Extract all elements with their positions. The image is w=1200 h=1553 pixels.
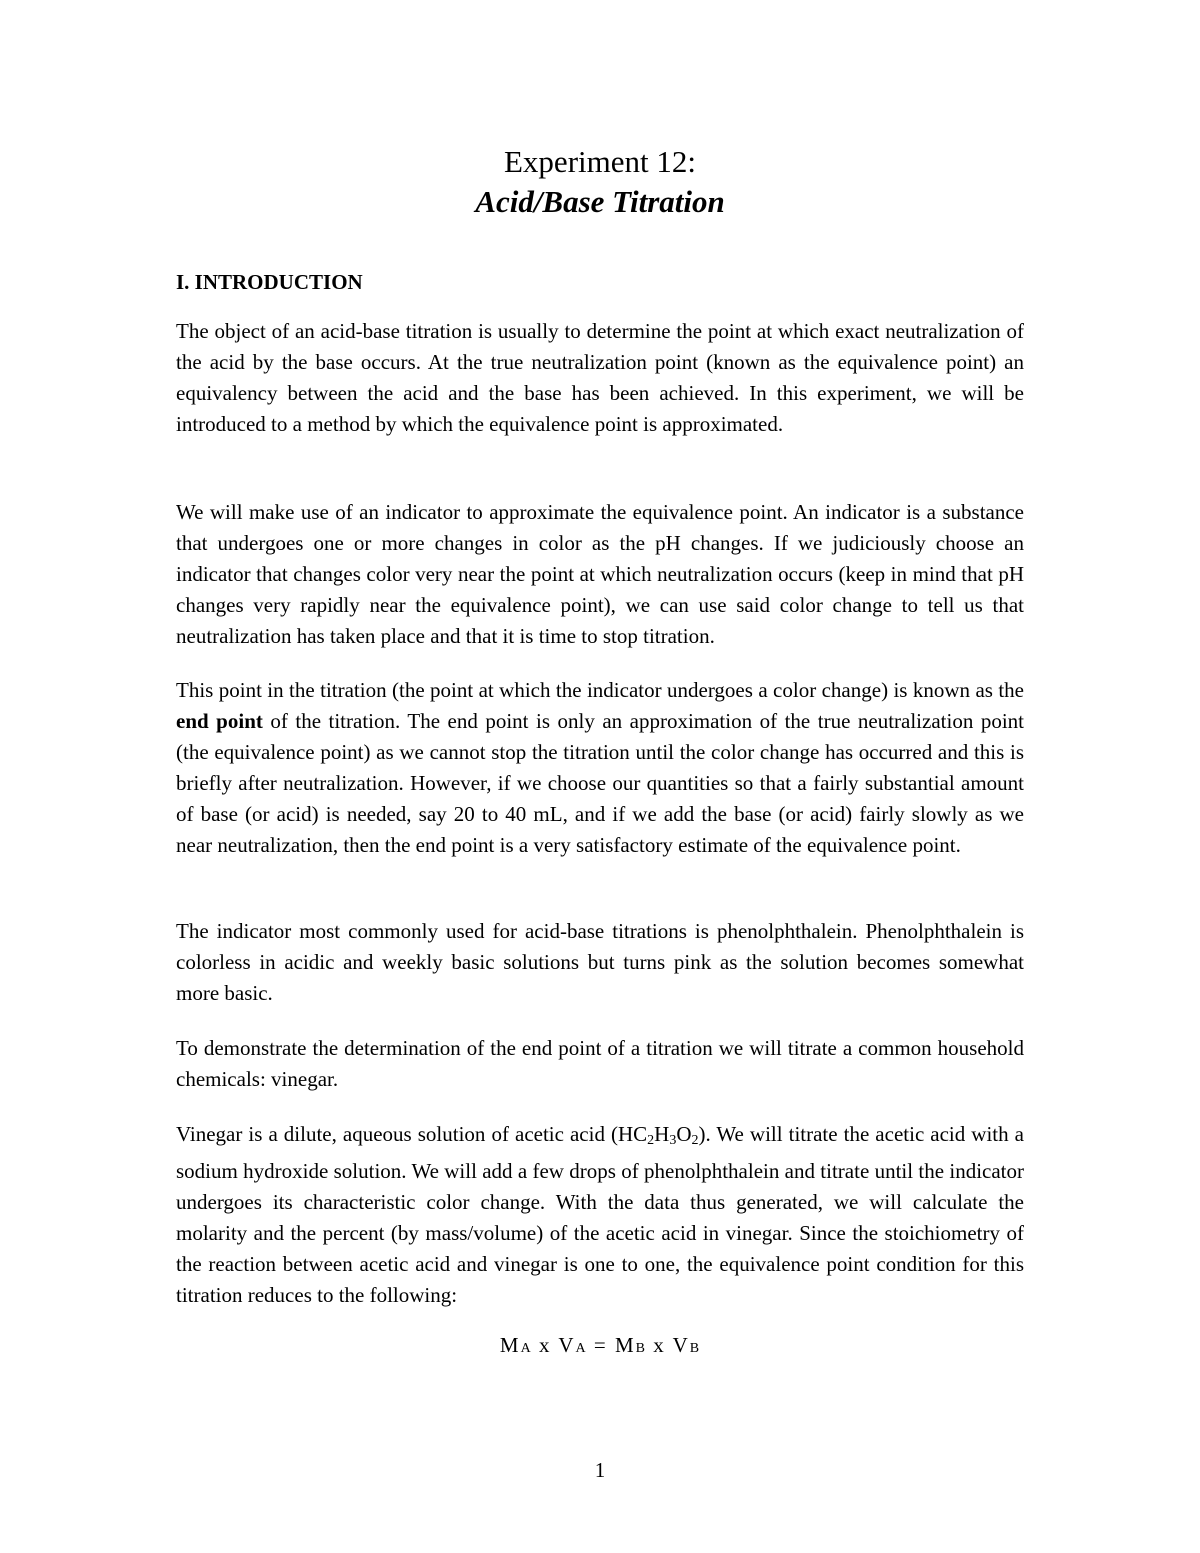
subscript: 2 [691,1133,699,1148]
end-point-term: end point [176,709,263,733]
subscript: 2 [647,1133,655,1148]
equation-symbol: M [499,1333,521,1357]
paragraph-end-point-text-before: This point in the titration (the point at which the indicator undergoes a color change) is known as the [176,678,1024,702]
formula-part: O [676,1122,692,1146]
document-subtitle: Acid/Base Titration [475,184,725,219]
equation-subscript: B [689,1341,701,1356]
equation-operator: x [531,1333,559,1357]
paragraph-indicator: We will make use of an indicator to approximate the equivalence point. An indicator is a substance that undergoes one or more changes in color as the pH changes. If we judiciously choose an indicator that changes color very near the point at which neutralization occurs (keep in mind that pH changes very rapidly near the equivalence point), we can use said color change to tell us that neutralization has taken place and that it is time to stop titration. [176,500,1024,648]
page-number: 1 [594,1458,606,1482]
equation-subscript: A [520,1341,532,1356]
paragraph-demonstration: To demonstrate the determination of the end point of a titration we will titrate a common household chemicals: vinegar. [176,1036,1024,1091]
subscript: 3 [669,1133,677,1148]
equation-subscript: A [575,1341,587,1356]
formula-part: H [654,1122,670,1146]
equation-subscript: B [635,1341,646,1356]
paragraph-vinegar-text-before: Vinegar is a dilute, aqueous solution of acetic acid (HC [176,1122,648,1146]
paragraph-introduction: The object of an acid-base titration is usually to determine the point at which exact neutralization of the acid by the base occurs. At the true neutralization point (known as the equivalence point) an equivalency between the acid and the base has been achieved. In this experiment, we will be introduced to a method by which the equivalence point is approximated. [176,319,1024,436]
equation-operator: = [586,1333,615,1357]
paragraph-phenolphthalein: The indicator most commonly used for acid-base titrations is phenolphthalein. Phenolphthalein is colorless in acidic and weekly basic solutions but turns pink as the solution becomes somewhat more basic. [176,919,1024,1005]
paragraph-vinegar-text-after: ). We will titrate the acetic acid with a sodium hydroxide solution. We will add a few drops of phenolphthalein and titrate until the indicator undergoes its characteristic color change. With the data thus generated, we will calculate the molarity and the percent (by mass/volume) of the acetic acid in vinegar. Since the stoichiometry of the reaction between acetic acid and vinegar is one to one, the equivalence point condition for this titration reduces to the following: [176,1122,1024,1307]
paragraph-vinegar [176,1119,1024,1311]
paragraph-end-point-text-after: of the titration. The end point is only an approximation of the true neutralization point (the equivalence point) as we cannot stop the titration until the color change has occurred and this is briefly after neutralization. However, if we choose our quantities so that a fairly substantial amount of base (or acid) is needed, say 20 to 40 mL, and if we add the base (or acid) fairly slowly as we near neutralization, then the end point is a very satisfactory estimate of the equivalence point. [176,709,1024,857]
equation-symbol: V [672,1333,690,1357]
document-title: Experiment 12: [504,144,696,179]
equivalence-equation [0,1330,1200,1364]
section-heading: I. INTRODUCTION [176,270,363,294]
equation-operator: x [645,1333,673,1357]
equation-symbol: V [558,1333,576,1357]
equation-symbol: M [614,1333,636,1357]
paragraph-end-point [176,675,1024,861]
